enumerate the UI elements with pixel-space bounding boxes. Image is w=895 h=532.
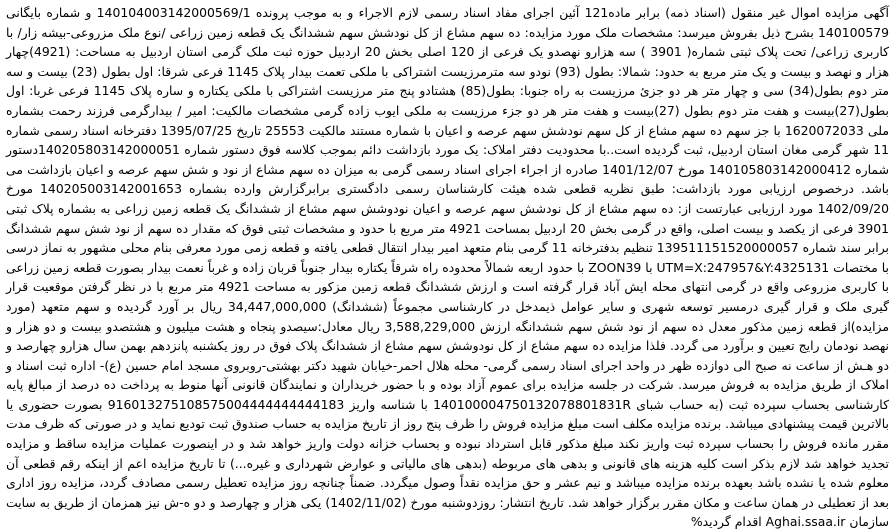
auction-notice-text: آگهی مزایده اموال غیر منقول (اسناد ذمه) برابر ماده121 آئین اجرای مفاد اسناد رسمی لازم الاجراء و به موجب پرونده 140104003142000569/1 و شماره بایگانی 140100579 بشرح ذیل بفروش میرسد: مشخصات ملک مورد مزایده: ده سهم مشاع از کل نودشش سهم ششدانگ یک قطعه زمین زراعی /نوع ملک مزروعی-بیشه زار/ با کاربری زراعی/ تحت پلاک ثبتی شماره( 3901 ) سه هزارو نهصدو یک فرعی از 120 اصلی بخش 20 اردبیل حوزه ثبت ملک گرمی استان اردبیل به مساحت: (4921)چهار هزار و نهصد و بیست و یک متر مربع به حدود: شمالا: بطول (93) نودو سه مترمرزیست اشتراکی با ملکی تعمت بیدار پلاک 1145 فرعی شرقا: اول بطول (23) بیست و سه متر دوم بطول(34) سی و چهار متر هر دو جزئ مرزیست به راه جنوبا: بطول(85) هشتادو پنج متر مرزیست اشتراکی با ملکی یکتاره و ساره پلاک 1145 فرعی غربا: اول بطول(27)بیست و هفت متر دوم بطول (27)بیست و هفت متر هر دو جزء مرزیست به ملکی ایوب زاده گرمی مشخصات مالکیت: امیر / بیدارگرمی فرزند رحمت بشماره ملی 1620072033 با جز سهم ده سهم مشاع از کل سهم نودشش سهم عرصه و اعیان با شماره مستند مالکیت 25553 تاریخ 1395/07/25 دفترخانه اسناد رسمی شماره 11 شهر گرمی مغان استان اردبیل، ثبت گردیده است..با محدودیت دفتر املاک: یک مورد بازداشت دائم بموجب کلاسه فوق دستور شماره 140205803142000051دستور شماره 140105803142000412 مورخ 1401/12/07 صادره از اجراء اجرای اسناد رسمی گرمی به میزان ده سهم مشاع از نود و شش سهم عرصه و اعیان بازداشت می باشد. درخصوص ارزیابی مورد بازداشت: طبق نظریه قطعی شده هیئت کارشناسان رسمی دادگستری برابرگزارش وارده بشماره 140205003142001653 مورخ 1402/09/20 مورد ارزیابی عبارتست از: ده سهم مشاع از کل نودشش سهم عرصه و اعیان نودوشش سهم مشاع از ششدانگ یک قطعه زمین زراعی به بشماره پلاک ثبتی 3901 فرعی از یکصد و بیست اصلی، واقع در گرمی بخش 20 اردبیل بمساحت 4921 متر مربع با حدود و مشخصات ثبتی فوق که مقدار ده سهم از نود شش سهم ششدانگ برابر سند شماره 139511151520000057 تنظیم بدفترخانه 11 گرمی بنام متعهد امیر بیدار انتقال قطعی یافته و قطعه زمی مورد معرفی بنام محلی مشهور به نماز درسی با مختصات UTM=X:247957&Y:4325131 با ZOON39 با حدود اربعه شمالاً محدوده راه شرقاً یکتاره بیدار جنوباً قربان زاده و غرباً نعمت بیدار بصورت قطعه زمین زراعی با کاربری مزروعی واقع در گرمی انتهای محله ایش آباد قرار گرفته است و ارزش ششدانگ قطعه زمین مزکور به مساحت 4921 متر مربع با در نظر گرفتن موقعیت قرار گیری ملک و قرار گیری درمسیر توسعه شهری و سایر عوامل ذیمدخل در کارشناسی مجموعاً (ششدانگ) 34,447,000,000 ریال بر آورد گردیده و سهم متعهد (مورد مزایده)از قطعه زمین مذکور معدل ده سهم از نود شش سهم ششدانگه ارزش 3,588,229,000 ریال معادل:سیصدو پنجاه و هشت میلیون و هشتصدو بیست و دو هزار و نهصد نودمان رایج تعیین و برآورد می گردد. فلذا مزایده ده سهم مشاع از کل نودوشش سهم مشاع از ششدانگ پلاک فوق در روز یکشنبه پانزدهم بهمن سال هزارو چهارصد و دو هـش از ساعت نه صبح الی دوازده ظهر در واحد اجرای اسناد رسمی گرمی- محله هلال احمر-خیابان شهید دکتر بهشتی-روبروی مسجد امام حسین (ع)- اداره ثبت اسناد و املاک از طریق مزایده به فروش میرسد. شرکت در جلسه مزایده برای عموم آزاد بوده و با حضور خریداران و نمایندگان قانونی آنها منوط به پرداخت ده درصد از مبالغ پایه کارشناسی بحساب سپرده ثبت (به حساب شبای 140100004750132078801831R با شناسه واریز 916013275108575004444444444183 بصورت حضوری یا بالاترین قیمت پیشنهادی میباشد. برنده مزایده مکلف است مبلغ مزایده فروش را ظرف پنج روز از تاریخ مزایده به حساب صندوق ثبت تودیع نماید و در صورتی که ظرف مدت مقرر مانده فروش را بحساب سپرده ثبت واریز نکند مبلغ مذکور قابل استرداد نبوده و بحساب خزانه دولت واریز خواهد شد و در اینصورت عملیات مزایده ساقط و مزایده تجدید خواهد شد لازم بذکر است کلیه هزینه های قانونی و بدهی های مربوطه (بدهی های مالیاتی و عوارض شهرداری و غیره...) تا تاریخ مزایده اعم از اینکه رقم قطعی آن معلوم شده یا نشده باشد بعهده برنده مزایده میباشد و نیم عشر و حق مزایده نقداً وصول میگردد. ضمناً چنانچه روز مزایده تعطیل رسمی مصادف گردد، مزایده روز اداری بعد از تعطیلی در همان ساعت و مکان مقرر برگزار خواهد شد. تاریخ انتشار: روزدوشنبه مورخ (1402/11/02) یکی هزار و چهارصد و دو ه-ش نیز همزمان از طریق به سایت سازمان Aghai.ssaa.ir اقدام گردید% — [6, 5, 890, 530]
